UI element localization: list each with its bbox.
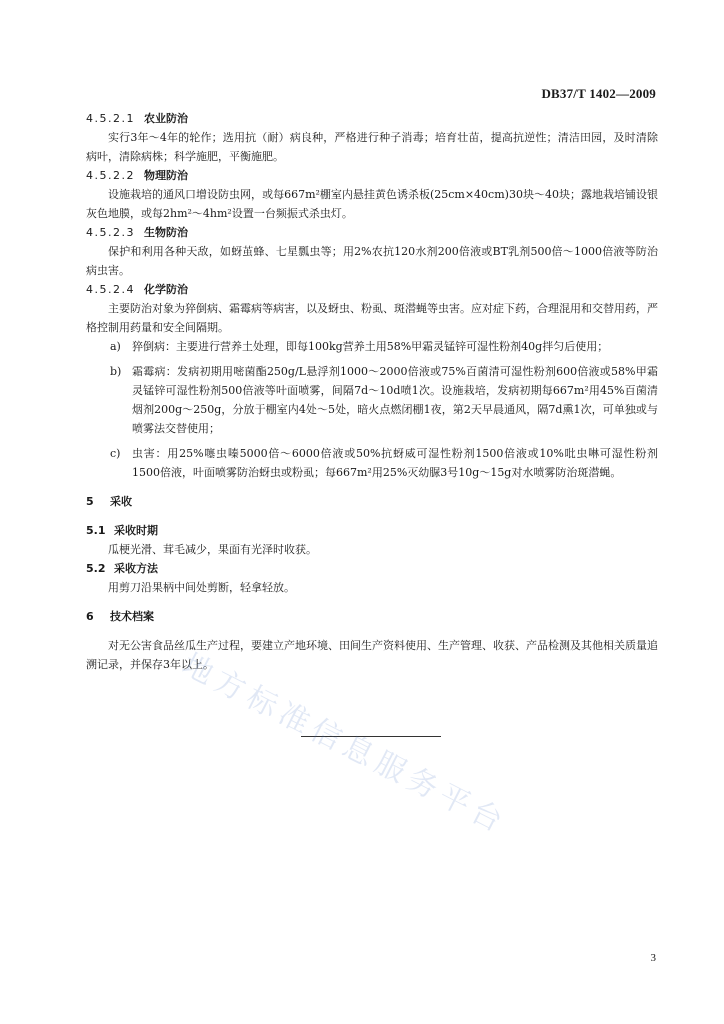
section-title: 生物防治 — [144, 226, 188, 239]
section-5-1-text: 瓜梗光滑、茸毛减少，果面有光泽时收获。 — [108, 543, 317, 556]
page-number: 3 — [650, 952, 656, 964]
section-number: 5.1 — [86, 524, 106, 537]
section-4-5-2-1-heading — [86, 109, 658, 128]
main-content — [86, 109, 658, 674]
section-title: 采收方法 — [114, 562, 158, 575]
section-number: 4.5.2.2 — [86, 169, 135, 182]
chapter-5-heading — [86, 492, 658, 511]
section-4-5-2-3-heading — [86, 223, 658, 242]
list-item — [86, 362, 658, 438]
section-4-5-2-2-text: 设施栽培的通风口增设防虫网，或每667m²棚室内悬挂黄色诱杀板(25cm×40cm)30块～40块；露地栽培铺设银灰色地膜，或每2hm²～4hm²设置一台频振式杀虫灯。 — [86, 188, 658, 220]
section-number: 4.5.2.4 — [86, 283, 135, 296]
section-4-5-2-2-heading — [86, 166, 658, 185]
section-4-5-2-3-text: 保护和利用各种天敌，如蚜茧蜂、七星瓢虫等；用2%农抗120水剂200倍液或BT乳剂500倍～1000倍液等防治病虫害。 — [86, 245, 658, 277]
chapter-number: 5 — [86, 495, 94, 508]
list-marker: a) — [110, 340, 121, 353]
standard-code: DB37/T 1402—2009 — [541, 86, 656, 101]
section-6-text: 对无公害食品丝瓜生产过程，要建立产地环境、田间生产资料使用、生产管理、收获、产品检测及其他相关质量追溯记录，并保存3年以上。 — [86, 639, 658, 671]
chapter-title: 技术档案 — [110, 610, 154, 623]
section-title: 农业防治 — [144, 112, 188, 125]
section-5-2-text: 用剪刀沿果柄中间处剪断，轻拿轻放。 — [108, 581, 295, 594]
section-number: 4.5.2.1 — [86, 112, 135, 125]
section-4-5-2-1-text: 实行3年～4年的轮作；选用抗（耐）病良种，严格进行种子消毒；培育壮苗，提高抗逆性；清洁田园，及时清除病叶，清除病株；科学施肥，平衡施肥。 — [86, 131, 658, 163]
chapter-number: 6 — [86, 610, 94, 623]
chapter-6-heading — [86, 607, 658, 626]
list-item-text: 虫害：用25%噻虫嗪5000倍～6000倍液或50%抗蚜威可湿性粉剂1500倍液或10%吡虫啉可湿性粉剂1500倍液，叶面喷雾防治蚜虫或粉虱；每667m²用25%灭幼脲3号10g～15g对水喷雾防治斑潜蝇。 — [132, 447, 658, 479]
section-4-5-2-4-heading — [86, 280, 658, 299]
section-title: 化学防治 — [144, 283, 188, 296]
list-item — [86, 337, 658, 356]
section-4-5-2-4-intro: 主要防治对象为猝倒病、霜霉病等病害，以及蚜虫、粉虱、斑潜蝇等虫害。应对症下药，合理混用和交替用药，严格控制用药量和安全间隔期。 — [86, 302, 658, 334]
section-title: 物理防治 — [144, 169, 188, 182]
section-5-2-heading — [86, 559, 658, 578]
list-item — [86, 444, 658, 482]
section-5-1-heading — [86, 521, 658, 540]
section-number: 5.2 — [86, 562, 106, 575]
list-marker: c) — [110, 447, 121, 460]
chapter-title: 采收 — [110, 495, 132, 508]
list-marker: b) — [110, 365, 122, 378]
section-number: 4.5.2.3 — [86, 226, 135, 239]
section-title: 采收时期 — [114, 524, 158, 537]
watermark: 地方标准信息服务平台 — [176, 647, 514, 842]
list-item-text: 猝倒病：主要进行营养土处理，即每100kg营养土用58%甲霜灵锰锌可湿性粉剂40g拌匀后使用； — [132, 340, 609, 353]
list-item-text: 霜霉病：发病初期用嘧菌酯250g/L悬浮剂1000～2000倍液或75%百菌清可湿性粉剂600倍液或58%甲霜灵锰锌可湿性粉剂500倍液等叶面喷雾，间隔7d～10d喷1次。设施栽培，发病初期每667m²用45%百菌清烟剂200g～250g，分放于棚室内4处～5处，暗火点燃闭棚1夜，第2天早晨通风，隔7d熏1次，可单独或与喷雾法交替使用； — [132, 365, 658, 435]
